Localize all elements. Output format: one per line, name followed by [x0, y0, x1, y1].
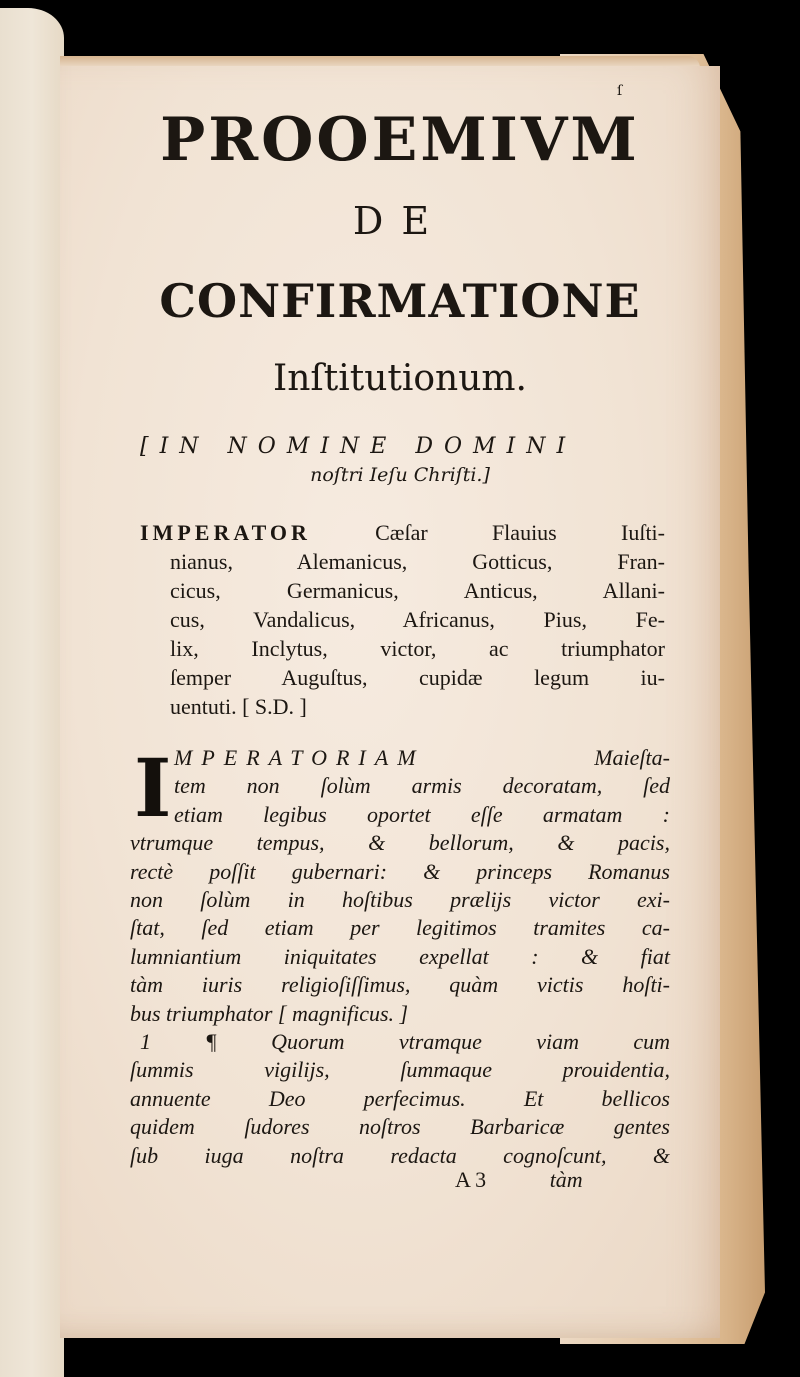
heading-line-4: Inſtitutionum. [273, 358, 527, 399]
heading-line-3: CONFIRMATIONE [159, 274, 641, 328]
titulature-line: uentuti. [ S.D. ] [170, 694, 307, 719]
titulature-line: cicus, Germanicus, Anticus, Allani- [170, 578, 665, 603]
titulature-line: lix, Inclytus, victor, ac triumphator [170, 636, 665, 661]
body-line: non ſolùm in hoſtibus prælijs victor exi- [130, 887, 670, 913]
body-line: quidem ſudores noſtros Barbaricæ gentes [130, 1114, 670, 1140]
page-mark: ſ [617, 83, 623, 99]
body-line: vtrumque tempus, & bellorum, & pacis, [130, 830, 670, 856]
body-line: etiam legibus oportet eſſe armatam : [174, 801, 670, 827]
signature-mark: A 3 [455, 1167, 487, 1192]
catchword: tàm [549, 1167, 583, 1192]
body-line: 1 ¶ Quorum vtramque viam cum [140, 1029, 670, 1055]
titulature-line: cus, Vandalicus, Africanus, Pius, Fe- [170, 607, 665, 632]
body-paragraph [130, 741, 670, 1170]
titulature-line: ſemper Auguſtus, cupidæ legum iu- [170, 665, 665, 690]
invocation-line-1: [IN NOMINE DOMINI [140, 434, 577, 459]
body-line [130, 744, 670, 772]
titulature-caps: IMPERATOR [140, 520, 311, 545]
heading-line-2: DE [352, 199, 448, 243]
body-line: annuente Deo perfecimus. Et bellicos [130, 1085, 670, 1111]
left-facing-page [0, 8, 64, 1377]
titulature-text: Cæſar Flauius Iuſti- [310, 520, 665, 545]
body-line: lumniantium iniquitates expellat : & fiat [130, 943, 670, 969]
heading-line-1: PROOEMIVM [160, 105, 640, 175]
body-caps: MPERATORIAM [174, 745, 425, 770]
body-line: rectè poſſit gubernari: & princeps Romanus [130, 858, 670, 884]
invocation-line-2: noſtri Ieſu Chriſti.] [310, 464, 490, 486]
titulature-paragraph [140, 518, 665, 721]
body-line: tem non ſolùm armis decoratam, ſed [174, 773, 670, 799]
titulature-line: nianus, Alemanicus, Gotticus, Fran- [170, 549, 665, 574]
body-line: ſtat, ſed etiam per legitimos tramites ca- [130, 915, 670, 941]
titulature-line [140, 518, 665, 547]
body-text: Maieſta- [424, 745, 670, 770]
body-line: ſub iuga noſtra redacta cognoſcunt, & [130, 1142, 670, 1168]
body-line: ſummis vigilijs, ſummaque prouidentia, [130, 1057, 670, 1083]
body-line: tàm iuris religioſiſſimus, quàm victis hoſti- [130, 972, 670, 998]
body-line: bus triumphator [ magnificus. ] [130, 1000, 409, 1026]
page-footer [455, 1166, 655, 1194]
drop-cap: I [134, 741, 172, 835]
